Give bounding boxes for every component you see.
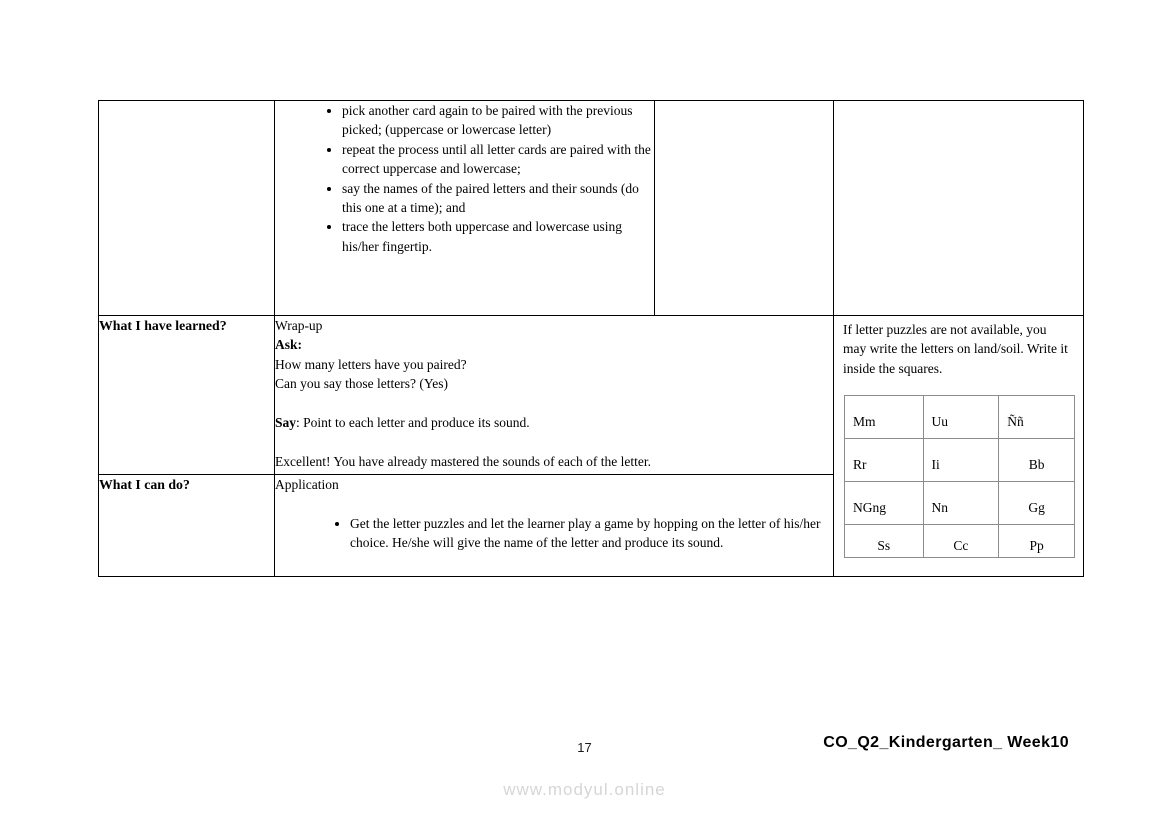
document-code: CO_Q2_Kindergarten_ Week10 — [823, 734, 1069, 751]
letter-grid-row — [845, 525, 1075, 558]
side-note-content — [834, 316, 1083, 576]
empty-cell-left — [99, 101, 275, 316]
say-text: : Point to each letter and produce its sound. — [296, 415, 530, 431]
letter-cell: Ss — [845, 525, 924, 558]
empty-cell-right — [834, 101, 1084, 316]
activity-steps-cell — [275, 101, 655, 316]
letter-cell: Pp — [999, 525, 1075, 558]
table-row-what-i-have-learned — [99, 316, 1084, 475]
row-header-what-i-can-do: What I can do? — [99, 474, 275, 576]
lesson-plan-table — [98, 100, 1084, 577]
activity-bullet: • pick another card again to be paired with the previous picked; (uppercase or lowercase letter) — [342, 101, 654, 140]
letter-grid-row — [845, 482, 1075, 525]
letter-cell: Ii — [923, 439, 999, 482]
ask-label: Ask: — [275, 337, 303, 353]
say-label: Say — [275, 415, 297, 431]
letter-cell: Cc — [923, 525, 999, 558]
table-row-activity — [99, 101, 1084, 316]
activity-bullet: • say the names of the paired letters and their sounds (do this one at a time); and — [342, 179, 654, 218]
say-line — [275, 413, 833, 432]
application-cell — [275, 474, 834, 576]
letter-cell: Ññ — [999, 396, 1075, 439]
activity-bullet: • repeat the process until all letter cards are paired with the correct uppercase and lowercase; — [342, 140, 654, 179]
letter-cell: Bb — [999, 439, 1075, 482]
empty-cell-middle — [655, 101, 834, 316]
application-bullet-list — [275, 514, 833, 553]
row-header-what-i-have-learned: What I have learned? — [99, 316, 275, 475]
letter-grid-row — [845, 439, 1075, 482]
letter-cell: Gg — [999, 482, 1075, 525]
application-title: Application — [275, 476, 339, 492]
letter-cell: NGng — [845, 482, 924, 525]
activity-bullet: • trace the letters both uppercase and lowercase using his/her fingertip. — [342, 217, 654, 256]
activity-bullet-list — [275, 101, 654, 256]
side-note-text: If letter puzzles are not available, you may write the letters on land/soil. Write it inside the squares. — [843, 322, 1068, 376]
side-note-cell — [834, 316, 1084, 577]
letter-grid-row — [845, 396, 1075, 439]
letter-cell: Uu — [923, 396, 999, 439]
blank-line — [275, 494, 833, 513]
blank-line — [275, 432, 833, 451]
letter-cell: Nn — [923, 482, 999, 525]
watermark-text: www.modyul.online — [503, 780, 666, 799]
question-line: How many letters have you paired? — [275, 356, 467, 372]
letter-cell: Rr — [845, 439, 924, 482]
application-bullet: • Get the letter puzzles and let the learner play a game by hopping on the letter of his/her choice. He/she will give the name of the letter and produce its sound. — [350, 514, 833, 553]
question-line: Can you say those letters? (Yes) — [275, 376, 448, 392]
letter-cell: Mm — [845, 396, 924, 439]
page-number: 17 — [577, 740, 592, 755]
closing-line: Excellent! You have already mastered the sounds of each of the letter. — [275, 453, 651, 469]
letter-grid — [844, 395, 1075, 558]
wrap-up-label: Wrap-up — [275, 318, 323, 333]
wrap-up-cell — [275, 316, 834, 475]
blank-line — [275, 394, 833, 413]
